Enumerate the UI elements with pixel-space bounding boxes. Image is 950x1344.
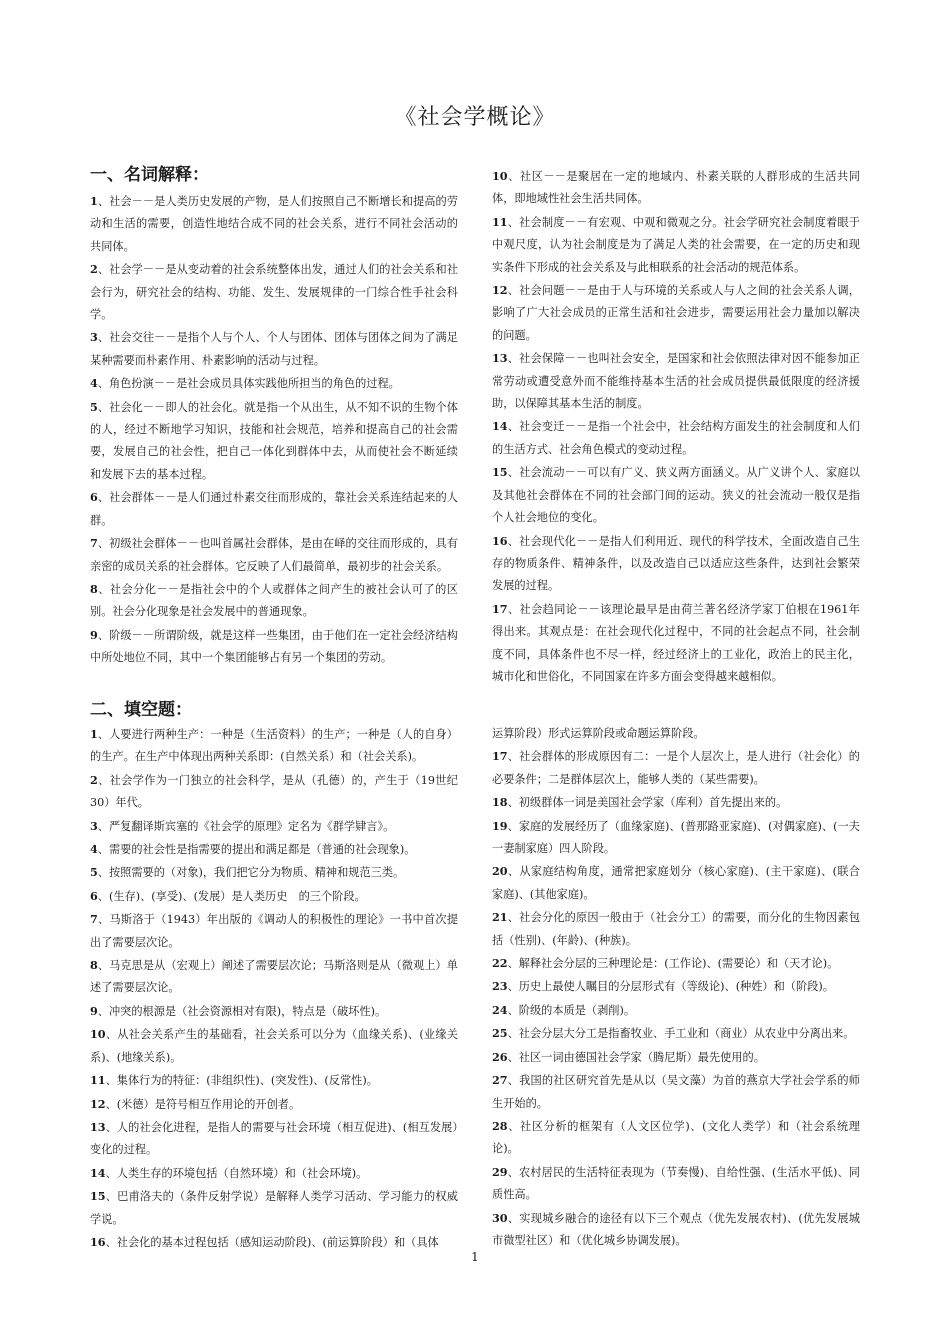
item-text: 、初级群体一词是美国社会学家（库利）首先提出来的。: [507, 796, 788, 810]
item-text: 、家庭的发展经历了（血缘家庭)、(普那路亚家庭)、(对偶家庭)、(一夫一妻制家庭）四人阶段。: [492, 819, 860, 856]
item-text: 、从社会关系产生的基础看，社会关系可以分为（血缘关系)、(业缘关系)、(地缘关系)。: [90, 1028, 458, 1064]
section-heading-terms: 一、名词解释：: [90, 165, 209, 185]
item-text: 、社区－－是聚居在一定的地域内、朴素关联的人群形成的生活共同体，即地域性社会生活共同体。: [492, 170, 860, 206]
item-number: 12: [90, 1096, 106, 1111]
item-number: 2: [90, 772, 98, 787]
list-item: [90, 1023, 458, 1069]
list-item: [90, 258, 458, 326]
item-text: 、社会保障－－也叫社会安全，是国家和社会依照法律对因不能参加正常劳动或遭受意外而不能维持基本生活的社会成员提供最低限度的经济援助，以保障其基本生活的制度。: [492, 352, 860, 411]
item-number: 14: [90, 1165, 106, 1180]
item-number: 18: [492, 795, 508, 810]
item-number: 9: [90, 1003, 98, 1018]
item-number: 13: [90, 1119, 106, 1134]
page-number: 1: [471, 1250, 479, 1264]
list-item: [492, 1161, 860, 1207]
item-number: 8: [90, 581, 98, 596]
item-text: 、社会群体－－是人们通过朴素交往而形成的，靠社会关系连结起来的人群。: [90, 491, 458, 527]
item-text: 、初级社会群体－－也叫首属社会群体，是由在峄的交往而形成的，具有亲密的成员关系的社会群体。它反映了人们最简单，最初步的社会关系。: [90, 537, 458, 573]
list-item: [492, 906, 860, 952]
item-text: 、解释社会分层的三种理论是：(工作论)、(需要论）和（天才论)。: [507, 957, 839, 971]
item-number: 30: [492, 1210, 508, 1225]
item-number: 5: [90, 399, 98, 414]
list-item: [492, 1207, 860, 1253]
section-heading-fill: 二、填空题：: [90, 700, 192, 720]
document-title: 《社会学概论》: [394, 105, 556, 130]
list-item: [492, 211, 860, 279]
list-item: [492, 1069, 860, 1115]
item-number: 24: [492, 1002, 508, 1017]
item-text: 、社区分析的框架有（人文区位学)、(文化人类学）和（社会系统理论)。: [492, 1119, 860, 1156]
item-text: 、严复翻译斯宾塞的《社会学的原理》定名为《群学肄言》。: [97, 819, 395, 833]
item-text: 、(米德）是符号相互作用论的开创者。: [105, 1097, 301, 1111]
item-number: 20: [492, 864, 508, 879]
item-text: 、社会流动－－可以有广义、狭义两方面涵义。从广义讲个人、家庭以及其他社会群体在不同的社会部门间的运动。狭义的社会流动一般仅是指个人社会地位的变化。: [492, 466, 860, 525]
item-number: 7: [90, 536, 98, 551]
list-item: [492, 279, 860, 347]
item-number: 16: [492, 533, 508, 548]
item-text: 、社区一词由德国社会学家（腾尼斯）最先使用的。: [507, 1050, 765, 1064]
list-item: [492, 165, 860, 211]
item-text: 、社会学作为一门独立的社会科学，是从（孔德）的，产生于（19世纪30）年代。: [90, 773, 458, 810]
item-text: 、角色扮演－－是社会成员具体实践他所担当的角色的过程。: [97, 377, 400, 391]
item-number: 12: [492, 283, 508, 298]
item-number: 4: [90, 376, 98, 391]
list-item: [492, 461, 860, 529]
item-number: 28: [492, 1118, 508, 1133]
item-text: 、集体行为的特征：(非组织性)、(突发性)、(反常性)。: [105, 1074, 378, 1088]
list-item: [492, 952, 860, 975]
list-item: [90, 1162, 458, 1185]
item-number: 10: [90, 1027, 106, 1042]
list-item: [90, 1185, 458, 1231]
item-text: 、马克思是从（宏观上）阐述了需要层次论；马斯洛则是从（微观上）单述了需要层次论。: [90, 959, 458, 995]
item-number: 8: [90, 958, 98, 973]
list-item: [90, 326, 458, 372]
list-item: [90, 1000, 458, 1023]
item-text: 、人要进行两种生产：一种是（生活资料）的生产；一种是（人的自身）的生产。在生产中体现出两种关系即：(自然关系）和（社会关系)。: [90, 728, 458, 764]
item-number: 6: [90, 888, 98, 903]
item-text: 、社会变迁－－是指一个社会中，社会结构方面发生的社会制度和人们的生活方式、社会角色模式的变动过程。: [492, 420, 860, 456]
item-text: 、(生存)、(享受)、(发展）是人类历史 的三个阶段。: [97, 889, 366, 903]
item-number: 3: [90, 330, 98, 345]
item-text: 、从家庭结构角度，通常把家庭划分（核心家庭)、(主干家庭)、(联合家庭)、(其他家庭)。: [492, 865, 860, 901]
list-item: [492, 723, 860, 745]
list-item: [492, 860, 860, 906]
item-number: 1: [90, 194, 98, 208]
list-item: [90, 578, 458, 624]
list-item: [90, 838, 458, 861]
item-number: 11: [90, 1073, 106, 1088]
item-text: 、巴甫洛夫的（条件反射学说）是解释人类学习活动、学习能力的权威学说。: [90, 1190, 458, 1226]
item-text: 、人的社会化进程，是指人的需要与社会环境（相互促进)、(相互发展）变化的过程。: [90, 1120, 458, 1157]
item-text: 、冲突的根源是（社会资源相对有限)，特点是（破坏性)。: [97, 1004, 387, 1018]
item-number: 15: [90, 1189, 106, 1204]
item-number: 9: [90, 627, 98, 642]
item-text: 运算阶段）形式运算阶段或命题运算阶段。: [492, 727, 705, 740]
list-item: [90, 908, 458, 954]
list-item: [492, 1022, 860, 1045]
item-number: 25: [492, 1026, 508, 1041]
item-text: 、社会学－－是从变动着的社会系统整体出发，通过人们的社会关系和社会行为，研究社会的结构、功能、发生、发展规律的一门综合性手社会科学。: [90, 263, 458, 322]
item-number: 23: [492, 979, 508, 994]
list-item: [492, 975, 860, 998]
list-item: [90, 723, 458, 769]
item-number: 19: [492, 818, 508, 833]
list-item: [90, 1069, 458, 1092]
item-text: 、社会群体的形成原因有二：一是个人层次上，是人进行（社会化）的必要条件；二是群体层次上，能够人类的（某些需要)。: [492, 750, 860, 786]
list-item: [492, 415, 860, 461]
item-text: 、社会交往－－是指个人与个人、个人与团体、团体与团体之间为了满足某种需要而朴素作用、朴素影响的活动与过程。: [90, 331, 458, 367]
list-item: [90, 885, 458, 908]
list-item: [90, 1116, 458, 1162]
item-number: 22: [492, 956, 508, 971]
item-number: 14: [492, 419, 508, 434]
item-number: 17: [492, 601, 508, 616]
item-number: 6: [90, 490, 98, 505]
item-text: 、历史上最使人瞩目的分层形式有（等级论)、(种姓）和（阶段)。: [507, 980, 834, 994]
item-number: 17: [492, 749, 508, 764]
item-text: 、社会制度－－有宏观、中观和微观之分。社会学研究社会制度着眼于中观尺度，认为社会制度是为了满足人类的社会需要，在一定的历史和现实条件下形成的社会关系及与此相联系的社会活动的规范体系。: [492, 215, 860, 274]
item-text: 、社会问题－－是由于人与环境的关系或人与人之间的社会关系人调，影响了广大社会成员的正常生活和社会进步，需要运用社会力量加以解决的问题。: [492, 284, 860, 342]
item-text: 、需要的社会性是指需要的提出和满足都是（普通的社会现象)。: [97, 843, 416, 857]
item-number: 13: [492, 351, 508, 366]
list-item: [492, 347, 860, 415]
item-number: 27: [492, 1073, 508, 1088]
item-text: 、实现城乡融合的途径有以下三个观点（优先发展农村)、(优先发展城市微型社区）和（优化城乡协调发展)。: [492, 1211, 860, 1247]
item-text: 、社会分化－－是指社会中的个人或群体之间产生的被社会认可了的区别。社会分化现象是社会发展中的普通现象。: [90, 582, 458, 619]
list-item: [90, 190, 458, 258]
list-item: [90, 861, 458, 884]
item-text: 、按照需要的（对象)，我们把它分为物质、精神和规范三类。: [97, 866, 405, 880]
fill-right-column: [492, 723, 860, 1252]
item-text: 、社会分化的原因一般由于（社会分工）的需要，而分化的生物因素包括（性别)、(年龄)、(种族)。: [492, 911, 860, 947]
item-text: 、马斯洛于（1943）年出版的《调动人的积极性的理论》一书中首次提出了需要层次论。: [90, 913, 458, 949]
list-item: [90, 769, 458, 815]
item-number: 15: [492, 465, 508, 480]
list-item: [492, 1115, 860, 1161]
list-item: [492, 999, 860, 1022]
list-item: [90, 954, 458, 1000]
item-number: 3: [90, 818, 98, 833]
list-item: [90, 532, 458, 578]
item-text: 、社会化的基本过程包括（感知运动阶段)、(前运算阶段）和（具体: [105, 1235, 439, 1249]
list-item: [90, 372, 458, 395]
item-text: 、社会分层大分工是指畜牧业、手工业和（商业）从农业中分离出来。: [507, 1027, 855, 1041]
list-item: [492, 745, 860, 791]
item-text: 、社会趋同论－－该理论最早是由荷兰著名经济学家丁伯根在1961年得出来。其观点是：在社会现代化过程中，不同的社会起点不同，社会制度不同，具体条件也不尽一样，经过经济上的工业化，政治上的民主化，城市化和世俗化，不同国家在许多方面会变得越来越相似。: [492, 602, 860, 683]
list-item: [492, 815, 860, 861]
item-text: 、社会－－是人类历史发展的产物，是人们按照自己不断增长和提高的劳动和生活的需要，创造性地结合成不同的社会关系，进行不同社会活动的共同体。: [90, 195, 458, 253]
item-number: 7: [90, 912, 98, 927]
item-text: 、阶级的本质是（剥削)。: [507, 1003, 636, 1017]
list-item: [90, 396, 458, 487]
list-item: [492, 530, 860, 598]
item-number: 29: [492, 1164, 508, 1179]
item-number: 1: [90, 727, 98, 741]
list-item: [90, 815, 458, 838]
item-number: 26: [492, 1049, 508, 1064]
item-number: 5: [90, 865, 98, 880]
item-text: 、阶级－－所谓阶级，就是这样一些集团，由于他们在一定社会经济结构中所处地位不同，其中一个集团能够占有另一个集团的劳动。: [90, 628, 458, 665]
item-text: 、人类生存的环境包括（自然环境）和（社会环境)。: [105, 1166, 368, 1180]
item-text: 、社会化－－即人的社会化。就是指一个从出生，从不知不识的生物个体的人，经过不断地学习知识，技能和社会规范，培养和提高自己的社会需要，发展自己的社会性，把自己一体化到群体中去，从而使社会不断延续和发展下去的基本过程。: [90, 400, 458, 481]
list-item: [90, 1093, 458, 1116]
item-number: 11: [492, 214, 508, 229]
terms-right-column: [492, 165, 860, 688]
list-item: [90, 624, 458, 670]
item-text: 、我国的社区研究首先是从以（吴文藻）为首的燕京大学社会学系的师生开始的。: [492, 1074, 860, 1110]
terms-left-column: [90, 190, 458, 670]
item-number: 2: [90, 262, 98, 277]
item-number: 21: [492, 910, 508, 925]
item-number: 16: [90, 1234, 106, 1249]
list-item: [492, 598, 860, 689]
item-number: 4: [90, 842, 98, 857]
list-item: [492, 1046, 860, 1069]
list-item: [90, 486, 458, 532]
item-text: 、社会现代化－－是指人们利用近、现代的科学技术，全面改造自己生存的物质条件、精神条件，以及改造自己以适应这些条件，达到社会繁荣发展的过程。: [492, 534, 860, 593]
list-item: [492, 791, 860, 814]
item-number: 10: [492, 169, 508, 183]
item-text: 、农村居民的生活特征表现为（节奏慢)、自给性强、(生活水平低)、同质性高。: [492, 1165, 860, 1202]
fill-left-column: [90, 723, 458, 1254]
